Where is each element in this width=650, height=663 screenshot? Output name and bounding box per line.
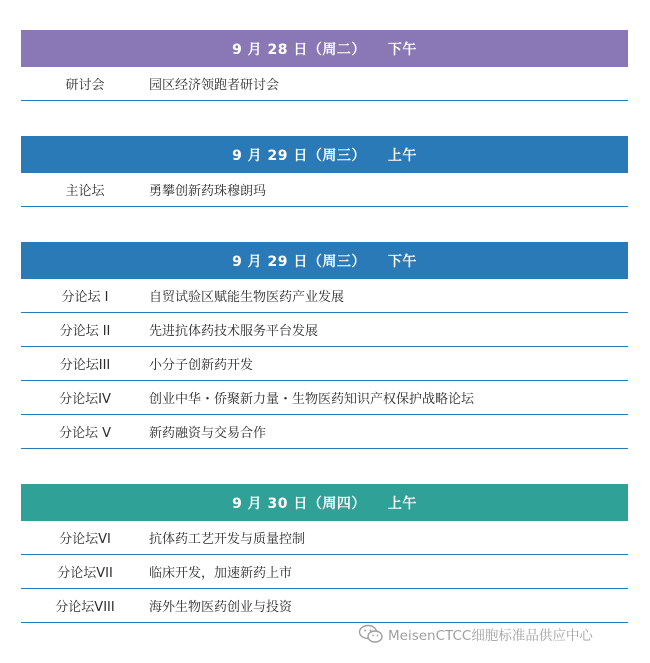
block-date: 9 月 29 日（周三） [232, 147, 366, 164]
session-title: 先进抗体药技术服务平台发展 [149, 324, 319, 339]
session-label: 分论坛 I [61, 290, 109, 305]
block-header [21, 136, 628, 173]
session-label: 分论坛IV [59, 392, 111, 407]
block-period: 下午 [387, 253, 417, 270]
session-title: 海外生物医药创业与投资 [149, 600, 293, 615]
schedule-block-sep29-am [21, 136, 628, 207]
session-title: 临床开发，加速新药上市 [149, 566, 293, 581]
block-date: 9 月 29 日（周三） [232, 253, 366, 270]
session-title: 园区经济领跑者研讨会 [149, 78, 280, 93]
wechat-icon [358, 624, 384, 644]
session-label: 分论坛 II [59, 324, 111, 339]
schedule-block-sep29-pm [21, 242, 628, 449]
watermark-text: MeisenCTCC细胞标准品供应中心 [388, 628, 593, 644]
block-date: 9 月 28 日（周二） [232, 41, 366, 58]
schedule-row [21, 415, 628, 449]
session-label: 分论坛VIII [55, 600, 115, 615]
block-header [21, 242, 628, 279]
schedule-row [21, 589, 628, 623]
block-header [21, 30, 628, 67]
schedule-row [21, 555, 628, 589]
session-label: 主论坛 [65, 184, 105, 199]
session-title: 抗体药工艺开发与质量控制 [149, 532, 306, 547]
session-label: 分论坛VI [59, 532, 111, 547]
schedule-page [21, 30, 628, 623]
schedule-row [21, 67, 628, 101]
watermark [358, 624, 593, 644]
session-label: 研讨会 [65, 78, 105, 93]
schedule-row [21, 173, 628, 207]
schedule-row [21, 279, 628, 313]
block-period: 上午 [387, 495, 417, 512]
block-header [21, 484, 628, 521]
session-title: 新药融资与交易合作 [149, 426, 267, 441]
session-title: 自贸试验区赋能生物医药产业发展 [149, 290, 345, 305]
session-title: 勇攀创新药珠穆朗玛 [149, 184, 267, 199]
block-period: 下午 [387, 41, 417, 58]
session-label: 分论坛VII [57, 566, 113, 581]
schedule-block-sep28-pm [21, 30, 628, 101]
schedule-row [21, 347, 628, 381]
schedule-row [21, 313, 628, 347]
block-period: 上午 [387, 147, 417, 164]
schedule-block-sep30-am [21, 484, 628, 623]
session-label: 分论坛 V [58, 426, 112, 441]
session-title: 创业中华・侨聚新力量・生物医药知识产权保护战略论坛 [149, 392, 475, 407]
block-date: 9 月 30 日（周四） [232, 495, 366, 512]
session-title: 小分子创新药开发 [149, 358, 254, 373]
session-label: 分论坛III [59, 358, 111, 373]
schedule-row [21, 521, 628, 555]
schedule-row [21, 381, 628, 415]
